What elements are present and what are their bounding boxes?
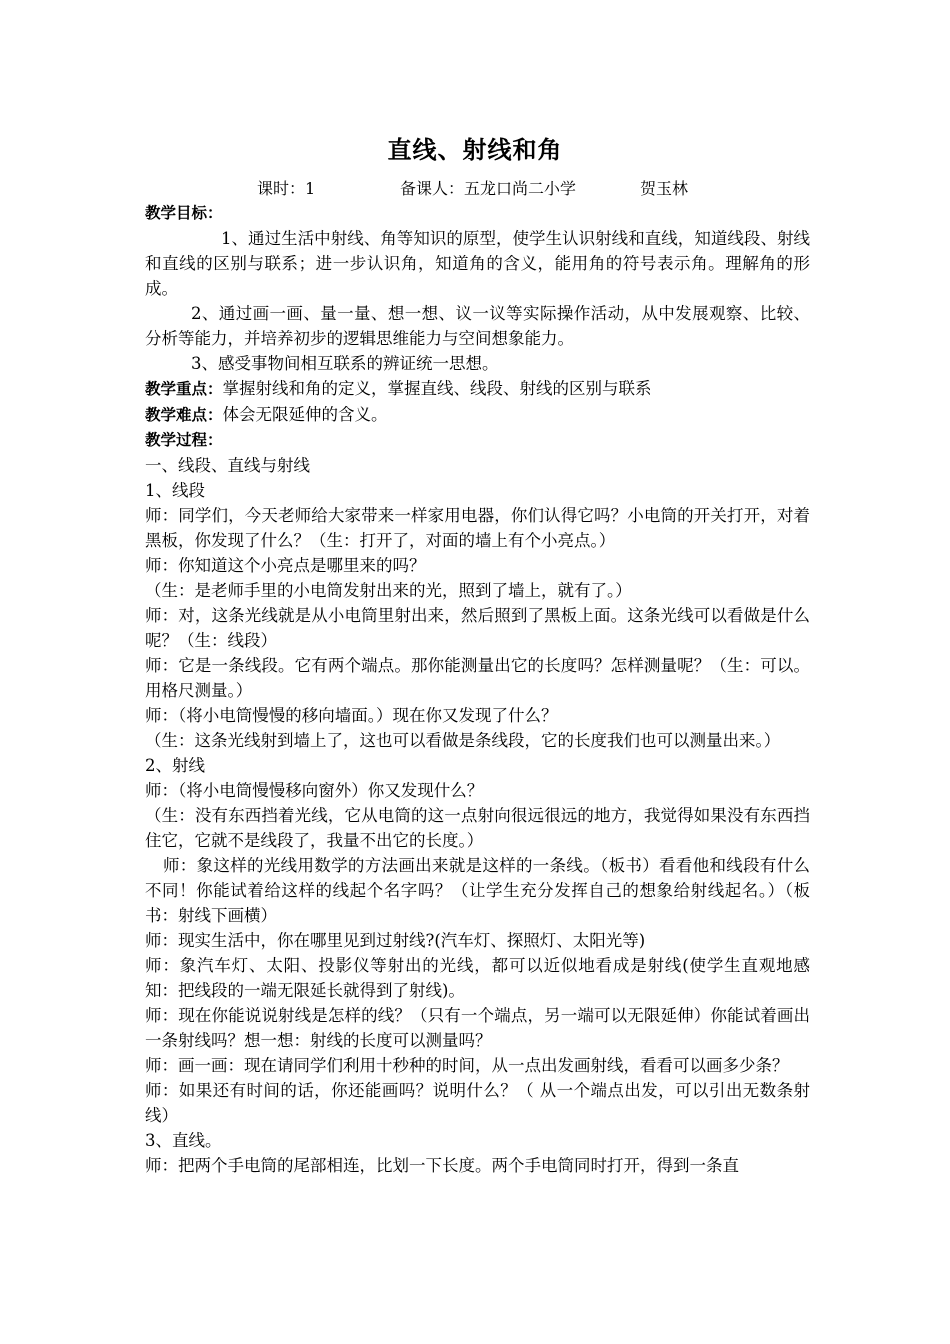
key-points-text: 掌握射线和角的定义，掌握直线、线段、射线的区别与联系 <box>222 379 652 398</box>
paragraph: （生：没有东西挡着光线，它从电筒的这一点射向很远很远的地方，我觉得如果没有东西挡住它，它就不是线段了，我量不出它的长度。） <box>145 806 810 850</box>
paragraph: 师：对，这条光线就是从小电筒里射出来，然后照到了黑板上面。这条光线可以看做是什么呢？（生：线段） <box>145 606 810 650</box>
difficulty-text: 体会无限延伸的含义。 <box>222 405 388 424</box>
difficulty <box>145 402 810 428</box>
paragraph: 师：象汽车灯、太阳、投影仪等射出的光线，都可以近似地看成是射线(使学生直观地感知：把线段的一端无限延长就得到了射线)。 <box>145 956 810 1000</box>
paragraph: 师：画一画：现在请同学们利用十秒种的时间，从一点出发画射线，看看可以画多少条？ <box>145 1056 789 1075</box>
lesson-label: 课时：1 <box>257 179 316 198</box>
document-subtitle <box>0 176 950 202</box>
document-title: 直线、射线和角 <box>387 136 563 164</box>
teacher-name: 贺玉林 <box>640 179 689 198</box>
paragraph: 师：现在你能说说射线是怎样的线？（只有一个端点，另一端可以无限延伸）你能试着画出一条射线吗？想一想：射线的长度可以测量吗？ <box>145 1006 810 1050</box>
paragraph: 师：（将小电筒慢慢的移向墙面。）现在你又发现了什么？ <box>145 706 558 725</box>
key-points-label: 教学重点： <box>145 380 223 398</box>
process-heading: 教学过程： <box>145 431 223 449</box>
paragraph: 师：同学们，今天老师给大家带来一样家用电器，你们认得它吗？小电筒的开关打开，对着黑板，你发现了什么？（生：打开了，对面的墙上有个小亮点。） <box>145 506 810 550</box>
paragraph: 师：如果还有时间的话，你还能画吗？说明什么？（ 从一个端点出发，可以引出无数条射线） <box>145 1081 810 1125</box>
paragraph: （生：是老师手里的小电筒发射出来的光，照到了墙上，就有了。） <box>145 581 632 600</box>
document-body <box>145 201 810 1178</box>
goal-3: 3、感受事物间相互联系的辨证统一思想。 <box>191 354 499 373</box>
difficulty-label: 教学难点： <box>145 406 223 424</box>
subsection-heading: 3、直线。 <box>145 1131 222 1150</box>
paragraph: 师：现实生活中，你在哪里见到过射线?(汽车灯、探照灯、太阳光等) <box>145 931 646 950</box>
paragraph: （生：这条光线射到墙上了，这也可以看做是条线段，它的长度我们也可以测量出来。） <box>145 731 781 750</box>
paragraph: 师：它是一条线段。它有两个端点。那你能测量出它的长度吗？怎样测量呢？（生：可以。用格尺测量。） <box>145 656 810 700</box>
paragraph: 师：你知道这个小亮点是哪里来的吗？ <box>145 556 426 575</box>
goals-heading: 教学目标： <box>145 204 223 222</box>
key-points <box>145 376 810 402</box>
goal-1: 1、通过生活中射线、角等知识的原型，使学生认识射线和直线，知道线段、射线和直线的区别与联系；进一步认识角，知道角的含义，能用角的符号表示角。理解角的形成。 <box>145 229 810 298</box>
subsection-heading: 1、线段 <box>145 481 205 500</box>
paragraph: 师：象这样的光线用数学的方法画出来就是这样的一条线。（板书）看看他和线段有什么不同！你能试着给这样的线起个名字吗？（让学生充分发挥自己的想象给射线起名。）（板书：射线下画横） <box>145 856 810 925</box>
goal-2: 2、通过画一画、量一量、想一想、议一议等实际操作活动，从中发展观察、比较、分析等能力，并培养初步的逻辑思维能力与空间想象能力。 <box>145 304 810 348</box>
subsection-heading: 2、射线 <box>145 756 205 775</box>
paragraph: 师：把两个手电筒的尾部相连，比划一下长度。两个手电筒同时打开，得到一条直 <box>145 1156 739 1175</box>
section-heading: 一、线段、直线与射线 <box>145 456 310 475</box>
paragraph: 师：（将小电筒慢慢移向窗外）你又发现什么？ <box>145 781 484 800</box>
preparer-label: 备课人：五龙口尚二小学 <box>400 179 577 198</box>
